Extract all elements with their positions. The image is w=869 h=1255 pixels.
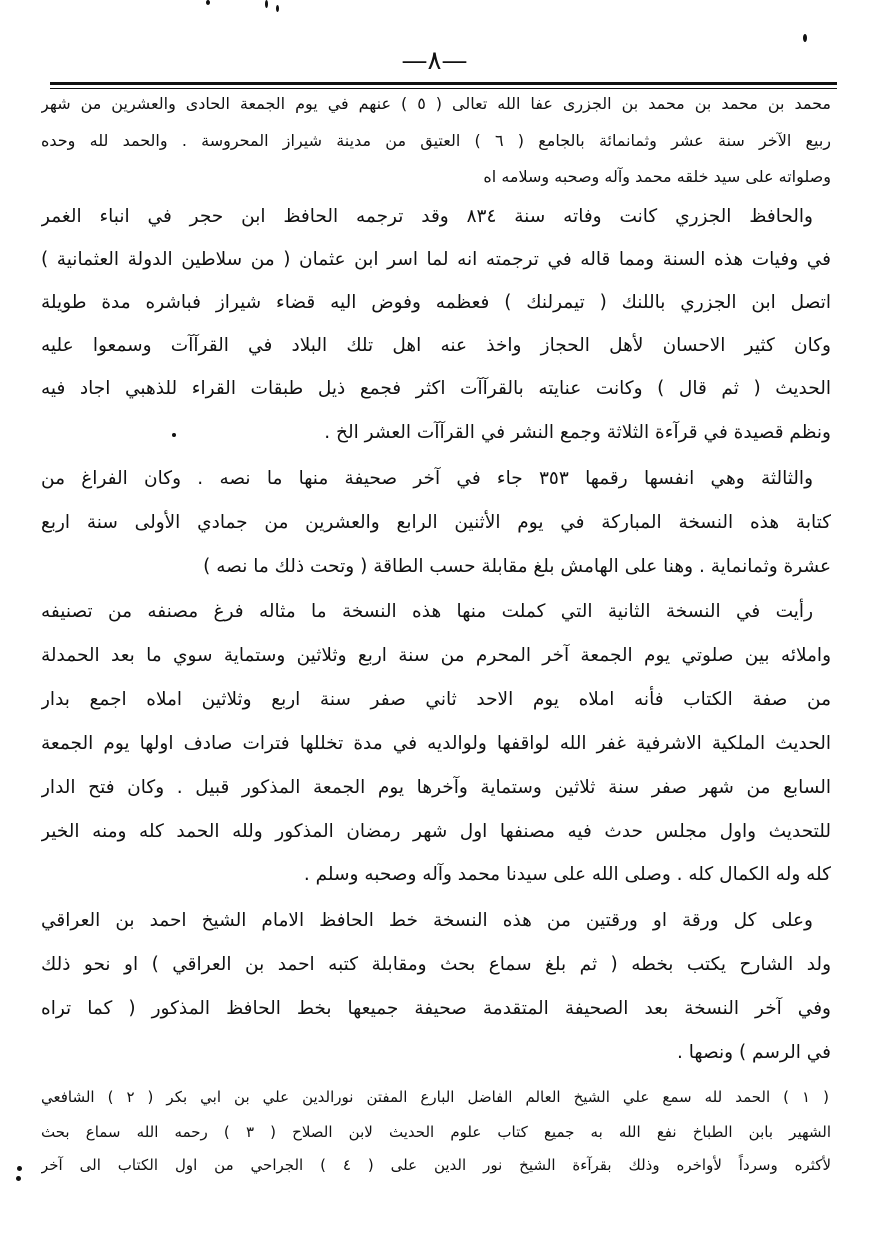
text-line: الحديث الملكية الاشرفية غفر الله لواقفها ولوالديه في مدة تخللها فترات صادف اولها يوم الجمعة xyxy=(41,733,831,754)
text-line: في الرسم ) ونصها . xyxy=(677,1042,831,1063)
text-line: وعلى كل ورقة او ورقتين من هذه النسخة خط الحافظ الامام الشيخ احمد بن العراقي xyxy=(41,910,813,931)
text-line: وفي آخر النسخة بعد الصحيفة المتقدمة صحيفة جميعها بخط الحافظ المذكور ( كما تراه xyxy=(41,998,831,1019)
page-number: —٨— xyxy=(401,46,468,76)
text-line: رأيت في النسخة الثانية التي كملت منها هذه النسخة ما مثاله فرغ مصنفه من تصنيفه xyxy=(41,601,813,622)
margin-mark xyxy=(17,1166,22,1171)
scan-speck xyxy=(803,34,807,42)
text-line: عشرة وثمانماية . وهنا على الهامش بلغ مقابلة حسب الطاقة ( وتحت ذلك ما نصه ) xyxy=(203,556,831,577)
text-line: في وفيات هذه السنة ومما قاله في ترجمته انه لما اسر ابن عثمان ( من سلاطين الدولة العثمانية ) xyxy=(41,249,831,270)
header-rule-thin xyxy=(50,88,837,89)
text-line: للتحديث واول مجلس حدث فيه مصنفها اول شهر رمضان المذكور ولله الحمد كله ومنه الخير xyxy=(41,821,831,842)
scan-speck xyxy=(206,0,210,5)
footnote-line: لأكثره وسرداً لأواخره وذلك بقرآءة الشيخ نور الدين على ( ٤ ) الجراحي من اول الكتاب الى آخر xyxy=(41,1156,831,1174)
text-line: الحديث ( ثم قال ) وكانت عنايته بالقرآآت اكثر فجمع ذيل طبقات القراء للذهبي اجاد فيه xyxy=(41,378,831,399)
text-line: اتصل ابن الجزري باللنك ( تيمرلنك ) فعظمه وفوض اليه قضاء شيراز فباشره مدة طويلة xyxy=(41,292,831,313)
text-line: السابع من شهر صفر سنة ثلاثين وستماية وآخرها يوم الجمعة المذكور قبيل . وكان فتح الدار xyxy=(41,777,831,798)
scan-speck xyxy=(265,0,268,8)
text-line: ربيع الآخر سنة عشر وثمانمائة بالجامع ( ٦ ) العتيق من مدينة شيراز المحروسة . والحمد لله وحده xyxy=(41,131,831,150)
scan-speck xyxy=(276,5,279,12)
margin-mark xyxy=(16,1176,21,1181)
text-line: ولد الشارح يكتب بخطه ( ثم بلغ سماع بحث ومقابلة كتبه احمد بن العراقي ) او نحو ذلك xyxy=(41,954,831,975)
header-rule xyxy=(50,82,837,85)
text-line: كتابة هذه النسخة المباركة في يوم الأثنين الرابع والعشرين من جمادي الأولى سنة اربع xyxy=(41,512,831,533)
text-line: ونظم قصيدة في قرآءة الثلاثة وجمع النشر في القرآآت العشر الخ . xyxy=(324,422,831,443)
text-line: والحافظ الجزري كانت وفاته سنة ٨٣٤ وقد ترجمه الحافظ ابن حجر في انباء الغمر xyxy=(41,206,813,227)
footnote-line: ( ١ ) الحمد لله سمع علي الشيخ العالم الفاضل البارع المفتن نورالدين علي بن ابي بكر ( ٢ ) الشافعي xyxy=(41,1088,829,1106)
text-line: والثالثة وهي انفسها رقمها ٣٥٣ جاء في آخر صحيفة منها ما نصه . وكان الفراغ من xyxy=(41,468,813,489)
margin-mark xyxy=(172,433,176,437)
footnote-line: الشهير بابن الطباخ نفع الله به جميع كتاب علوم الحديث لابن الصلاح ( ٣ ) رحمه الله سماع بحث xyxy=(41,1123,831,1141)
text-line: محمد بن محمد بن محمد بن الجزرى عفا الله تعالى ( ٥ ) عنهم في يوم الجمعة الحادى والعشرين من شهر xyxy=(41,94,831,113)
text-line: واملائه بين صلوتي يوم الجمعة آخر المحرم من سنة اربع وثلاثين وستماية سوي ما بعد الحمدلة xyxy=(41,645,831,666)
text-line: وكان كثير الاحسان لأهل الحجاز واخذ عنه اهل تلك البلاد في القرآآت وسمعوا عليه xyxy=(41,335,831,356)
text-line: كله وله الكمال كله . وصلى الله على سيدنا محمد وآله وصحبه وسلم . xyxy=(303,864,831,885)
text-line: وصلواته على سيد خلقه محمد وآله وصحبه وسلامه اه xyxy=(483,167,831,186)
text-line: من صفة الكتاب فأنه املاه يوم الاحد ثاني صفر سنة اربع وثلاثين املاه اجمع بدار xyxy=(41,689,831,710)
